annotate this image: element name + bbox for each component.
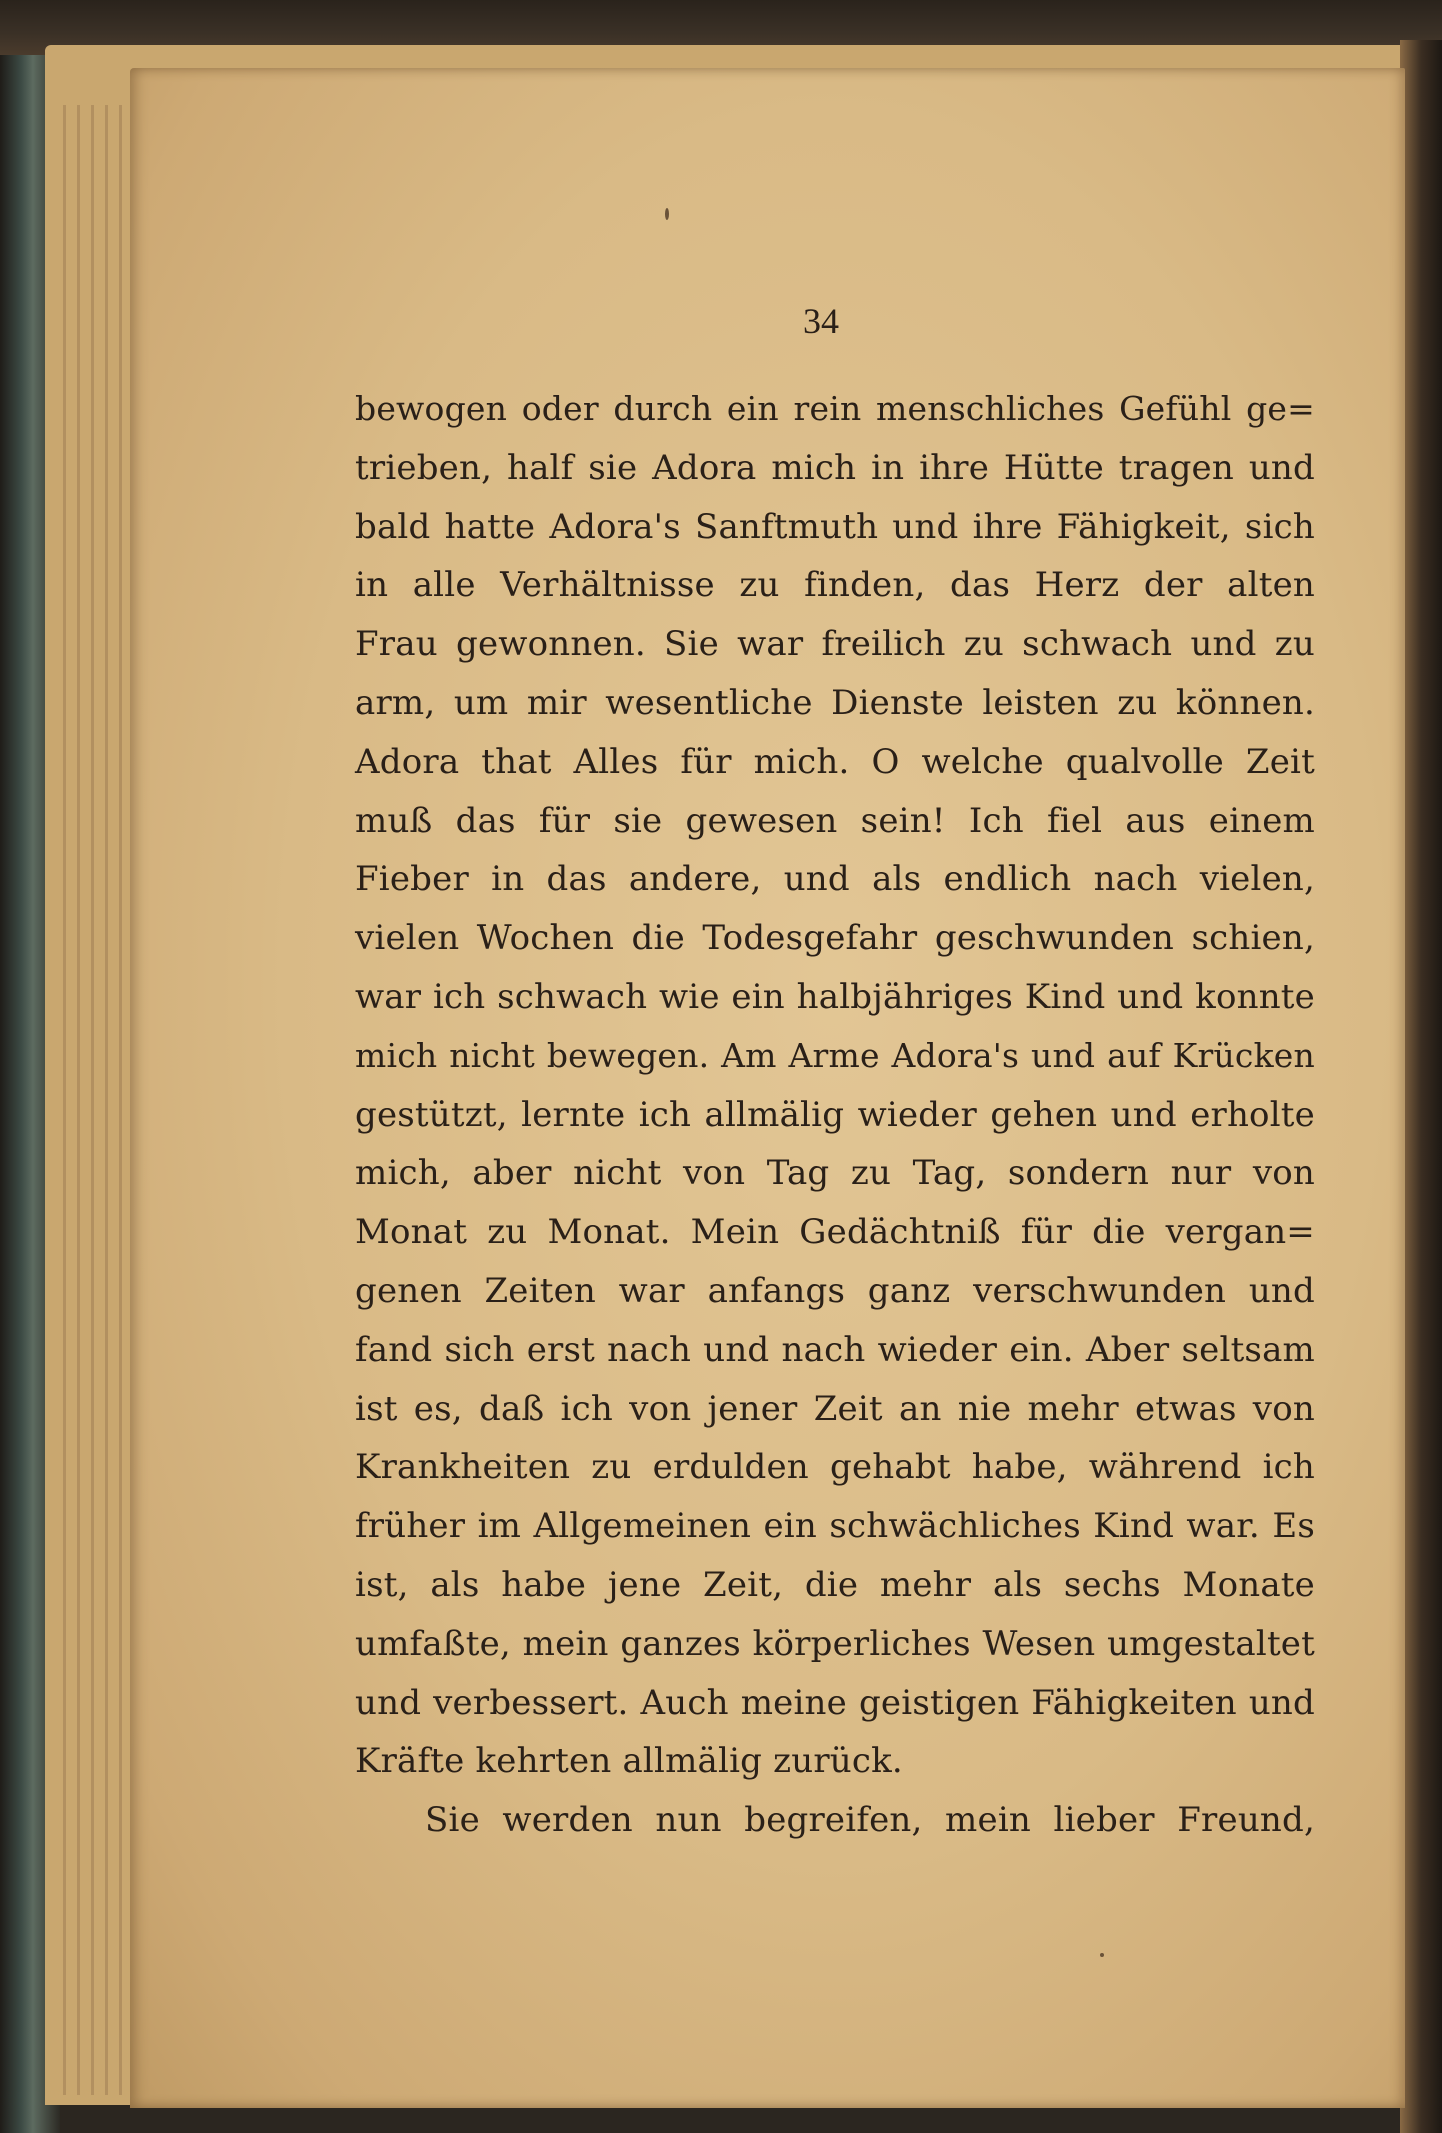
text-line: fand sich erst nach und nach wieder ein. Aber seltsam — [355, 1329, 1315, 1370]
text-line: in alle Verhältnisse zu finden, das Herz der alten — [355, 565, 1315, 606]
text-line: mich nicht bewegen. Am Arme Adora's und auf Krücken — [355, 1035, 1315, 1075]
text-line: Sie werden nun begreifen, mein lieber Freund, — [425, 1800, 1315, 1841]
paper-speck — [1100, 1953, 1104, 1957]
text-line: gestützt, lernte ich allmälig wieder gehen und erholte — [355, 1094, 1315, 1135]
text-line: bewogen oder durch ein rein menschliches Gefühl ge= — [355, 389, 1315, 428]
text-line: mich, aber nicht von Tag zu Tag, sondern nur von — [355, 1153, 1315, 1194]
text-line: ist, als habe jene Zeit, die mehr als sechs Monate — [355, 1564, 1315, 1605]
page-edge-line — [63, 105, 66, 2095]
text-line: trieben, half sie Adora mich in ihre Hütte tragen und — [355, 447, 1315, 488]
page-edge-line — [77, 105, 80, 2095]
body-text — [355, 380, 1315, 1850]
page-edge-line — [91, 105, 94, 2095]
text-line: ist es, daß ich von jener Zeit an nie mehr etwas von — [355, 1388, 1315, 1429]
text-line: muß das für sie gewesen sein! Ich fiel aus einem — [355, 800, 1315, 841]
book-cover-right-edge — [1400, 40, 1442, 2133]
text-line: arm, um mir wesentliche Dienste leisten zu können. — [355, 682, 1315, 723]
text-line: und verbessert. Auch meine geistigen Fähigkeiten und — [355, 1682, 1315, 1723]
text-line: bald hatte Adora's Sanftmuth und ihre Fähigkeit, sich — [355, 506, 1315, 547]
text-line: war ich schwach wie ein halbjähriges Kind und konnte — [355, 976, 1315, 1017]
page-number: 34 — [803, 301, 839, 341]
text-line: früher im Allgemeinen ein schwächliches Kind war. Es — [355, 1506, 1315, 1547]
text-line: vielen Wochen die Todesgefahr geschwunden schien, — [355, 918, 1315, 959]
text-line: Adora that Alles für mich. O welche qualvolle Zeit — [355, 741, 1315, 782]
text-line: Monat zu Monat. Mein Gedächtniß für die vergan= — [355, 1212, 1315, 1253]
text-line: umfaßte, mein ganzes körperliches Wesen umgestaltet — [355, 1623, 1315, 1664]
text-line: Frau gewonnen. Sie war freilich zu schwach und zu — [355, 624, 1315, 665]
text-line: genen Zeiten war anfangs ganz verschwunden und — [355, 1270, 1315, 1311]
text-line: Krankheiten zu erdulden gehabt habe, während ich — [355, 1447, 1315, 1488]
text-line: Kräfte kehrten allmälig zurück. — [355, 1741, 903, 1782]
paper-speck — [665, 208, 669, 220]
text-line: Fieber in das andere, und als endlich nach vielen, — [355, 859, 1315, 900]
page-edge-line — [119, 105, 122, 2095]
page-edge-line — [105, 105, 108, 2095]
